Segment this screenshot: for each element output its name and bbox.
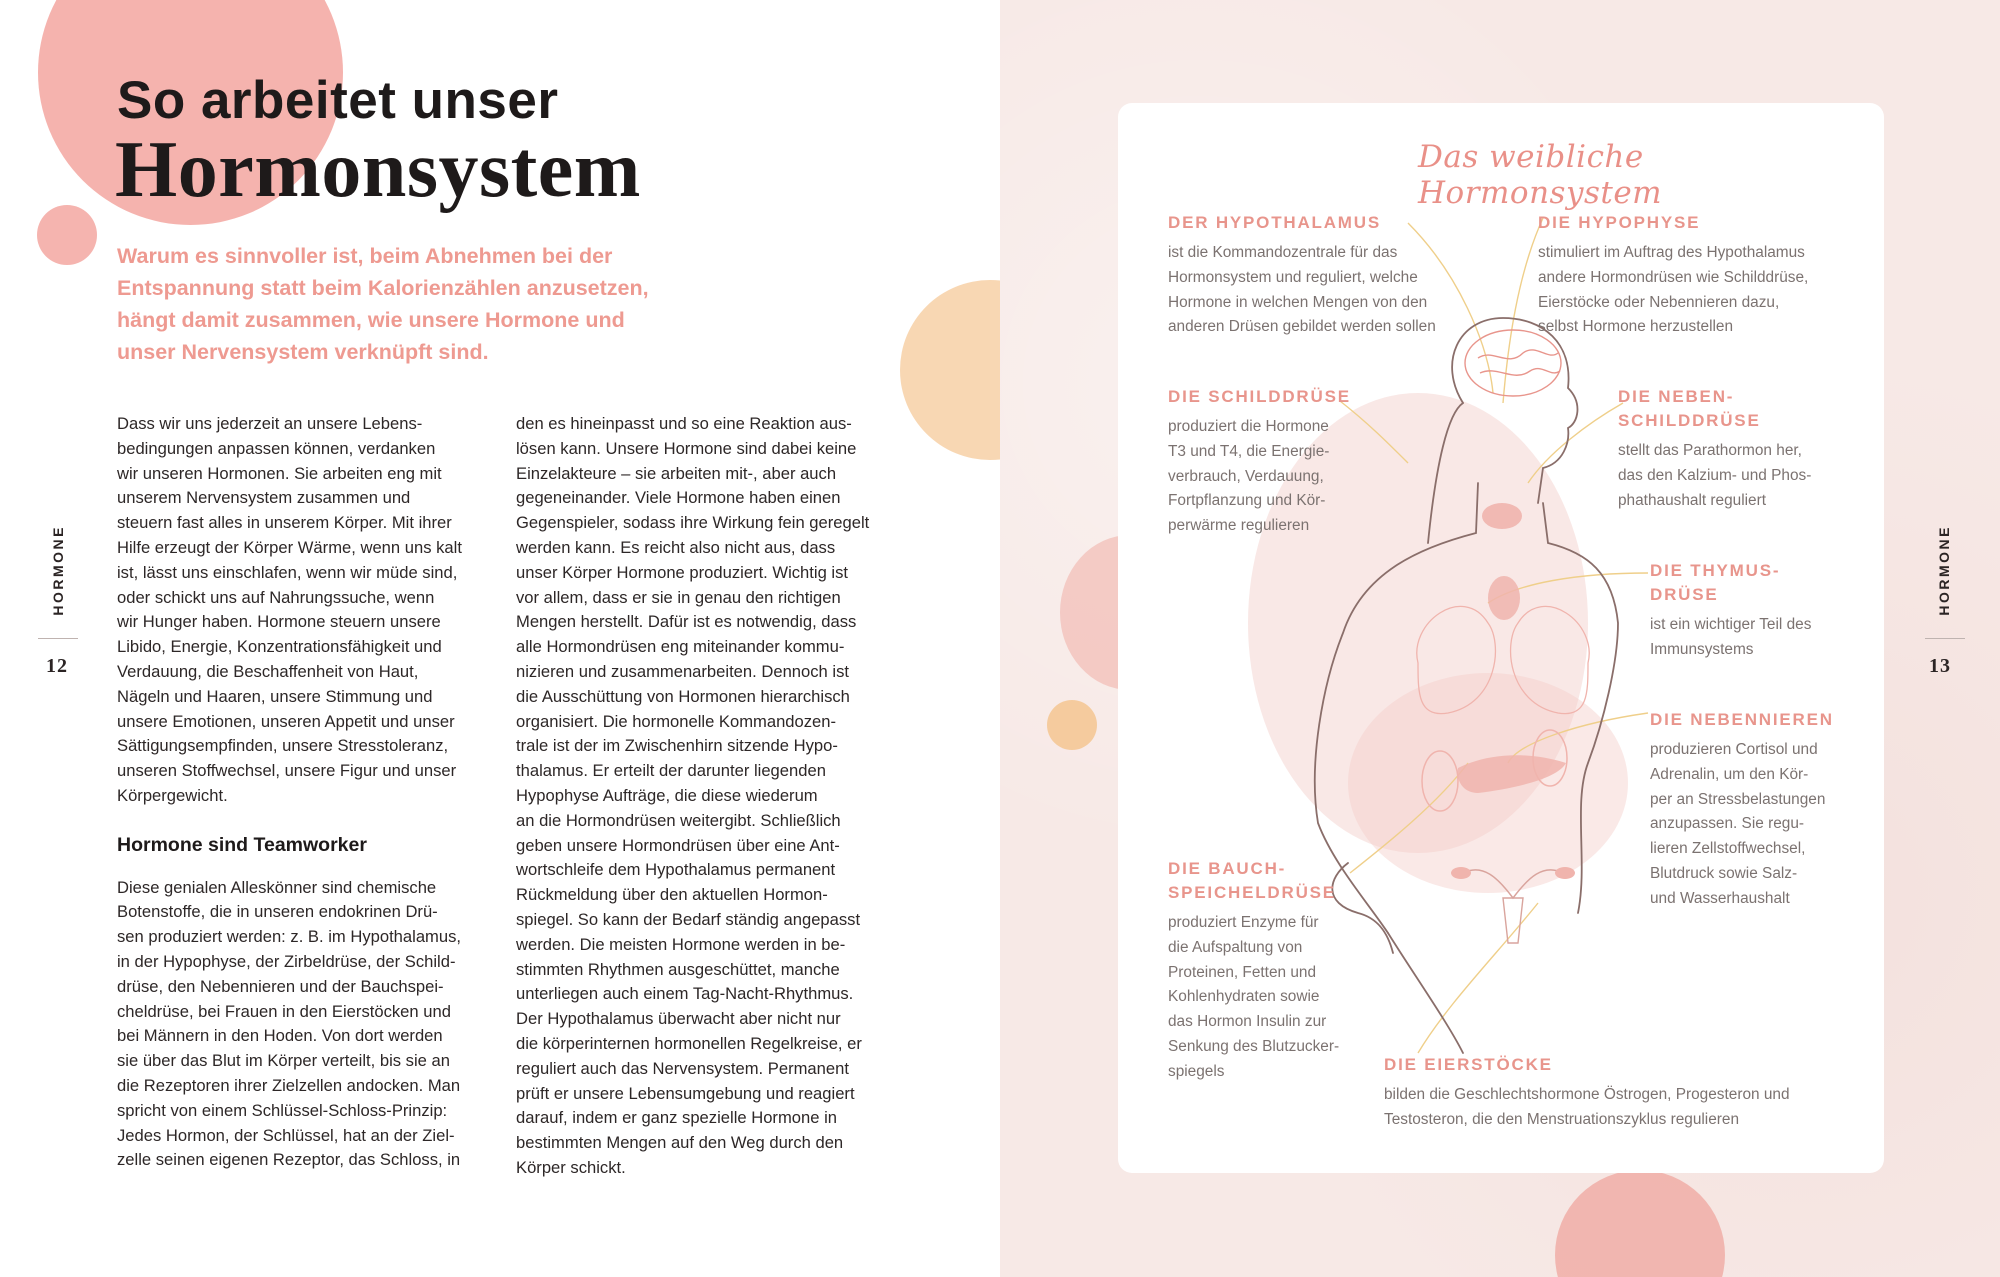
body-paragraph-3: den es hineinpasst und so eine Reaktion aus- lösen kann. Unsere Hormone sind dabei keine Einzelakteure – sie arbeiten mit-, aber auch gegeneinander. Viele Hormone haben einen Gegenspieler, sodass ihre Wirkung fein geregelt werden kann. Es reicht also nicht aus, dass unser Körper Hormone produziert. Wichtig ist vor allem, dass er sie in genau den richtigen Mengen herstellt. Dafür ist es notwendig, dass alle Hormondrüsen eng miteinander kommu- nizieren und zusammenarbeiten. Dennoch ist die Ausschüttung von Hormonen hierarchisch organisiert. Die hormonelle Kommandozen- trale ist der im Zwischenhirn sitzende Hypo- thalamus. Er erteilt der darunter liegenden Hypophyse Aufträge, die diese wiederum an die Hormondrüsen weitergibt. Schließlich geben unsere Hormondrüsen über eine Ant- wortschleife dem Hypothalamus permanent Rückmeldung über den aktuellen Hormon- spiegel. So kann der Bedarf ständig angepasst werden. Die meisten Hormone werden in be- stimmten Rhythmen ausgeschüttet, manche unterliegen auch einem Tag-Nacht-Rhythmus. Der Hypothalamus überwacht aber nicht nur die körperinternen hormonellen Regelkreise, er reguliert auch das Nervensystem. Permanent prüft er unsere Lebensumgebung und reagiert darauf, indem er ganz spezielle Hormone in bestimmten Mengen auf den Weg durch den Körper schickt. (516, 414, 870, 1177)
body-paragraph-1: Dass wir uns jederzeit an unsere Lebens- bedingungen anpassen können, verdanken wir unseren Hormonen. Sie arbeiten eng mit unserem Nervensystem zusammen und steuern fast alles in unserem Körper. Mit ihrer Hilfe erzeugt der Körper Wärme, wenn uns kalt ist, lässt uns einschlafen, wenn wir müde sind, oder schickt uns auf Nahrungssuche, wenn wir Hunger haben. Hormone steuern unsere Libido, Energie, Konzentrationsfähigkeit und Verdauung, die Beschaffenheit von Haut, Nägeln und Haaren, unsere Stimmung und unsere Emotionen, unseren Appetit und unser Sättigungsempfinden, unsere Stresstoleranz, unseren Stoffwechsel, unsere Figur und unser Körpergewicht. (117, 414, 462, 805)
decorative-peach-dot (1047, 700, 1097, 750)
thyroid-icon (1482, 503, 1522, 529)
gland-hypophyse (1538, 211, 1868, 340)
gland-eierstoecke (1384, 1053, 1864, 1133)
hormone-diagram-card (1118, 103, 1884, 1173)
subheading: Hormone sind Teamworker (117, 833, 367, 856)
gland-nebenschilddruese (1618, 385, 1858, 513)
gland-name: DIE NEBEN- SCHILDDRÜSE (1618, 387, 1761, 430)
gland-description: bilden die Geschlechtshormone Östrogen, Progesteron und Testosteron, die den Menstruationszyklus regulieren (1384, 1086, 1790, 1128)
decorative-peach-blob (900, 280, 1000, 460)
page-title-line-1: So arbeitet unser (117, 71, 559, 130)
page-number: 12 (46, 655, 68, 677)
page-title-line-2: Hormonsystem (115, 126, 641, 214)
gland-nebennieren (1650, 708, 1860, 912)
gland-name: DIE SCHILDDRÜSE (1168, 387, 1351, 406)
decorative-pink-blob-bottom (1555, 1170, 1725, 1277)
ovary-right-icon (1555, 867, 1575, 879)
gland-description: ist die Kommandozentrale für das Hormonsystem und reguliert, welche Hormone in welchen Mengen von den anderen Drüsen gebildet werden sollen (1168, 244, 1436, 336)
side-label-divider (1925, 638, 1965, 639)
decorative-small-pink-blob (37, 205, 97, 265)
gland-thymusdruese (1650, 559, 1850, 663)
thymus-icon (1488, 576, 1520, 620)
diagram-title: Das weibliche Hormonsystem (1418, 139, 1663, 211)
gland-description: produzieren Cortisol und Adrenalin, um den Kör- per an Stressbelastungen anzupassen. Sie regu- lieren Zellstoffwechsel, Blutdruck sowie Salz- und Wasserhaushalt (1650, 741, 1826, 907)
gland-name: DIE NEBENNIEREN (1650, 710, 1834, 729)
gland-description: stimuliert im Auftrag des Hypothalamus andere Hormondrüsen wie Schilddrüse, Eierstöcke oder Nebennieren dazu, selbst Hormone herzustellen (1538, 244, 1809, 336)
section-side-label: HORMONE (50, 525, 66, 616)
body-paragraph-2: Diese genialen Alleskönner sind chemische Botenstoffe, die in unseren endokrinen Drü- sen produziert werden: z. B. im Hypothalamus, in der Hypophyse, der Zirbeldrüse, der Schild- drüse, den Nebennieren und der Bauchspei- cheldrüse, bei Frauen in den Eierstöcken und bei Männern in den Hoden. Von dort werden sie über das Blut im Körper verteilt, bis sie an die Rezeptoren ihrer Zielzellen andocken. Man spricht von einem Schlüssel-Schloss-Prinzip: Jedes Hormon, der Schlüssel, hat an der Ziel- zelle seinen eigenen Rezeptor, das Schloss, in (117, 877, 462, 1170)
gland-name: DER HYPOTHALAMUS (1168, 213, 1381, 232)
gland-schilddruese (1168, 385, 1368, 539)
gland-description: produziert die Hormone T3 und T4, die Energie- verbrauch, Verdauung, Fortpflanzung und Kör- perwärme regulieren (1168, 418, 1330, 535)
cervix-icon (1503, 898, 1523, 943)
gland-hypothalamus (1168, 211, 1498, 340)
gland-description: ist ein wichtiger Teil des Immunsystems (1650, 616, 1812, 658)
body-column-1 (117, 412, 512, 1173)
gland-name: DIE THYMUS- DRÜSE (1650, 561, 1781, 604)
body-column-2 (516, 412, 911, 1181)
gland-name: DIE EIERSTÖCKE (1384, 1055, 1553, 1074)
gland-description: produziert Enzyme für die Aufspaltung von Proteinen, Fetten und Kohlenhydraten sowie das Hormon Insulin zur Senkung des Blutzucker- spiegels (1168, 914, 1340, 1080)
gland-description: stellt das Parathormon her, das den Kalzium- und Phos- phathaushalt reguliert (1618, 442, 1812, 509)
section-side-label: HORMONE (1936, 525, 1952, 616)
gland-bauchspeicheldruese (1168, 857, 1368, 1085)
ovary-left-icon (1451, 867, 1471, 879)
side-label-divider (38, 638, 78, 639)
gland-name: DIE HYPOPHYSE (1538, 213, 1701, 232)
page-number: 13 (1929, 655, 1951, 677)
gland-name: DIE BAUCH- SPEICHELDRÜSE (1168, 859, 1336, 902)
right-page (1000, 0, 2000, 1277)
lead-paragraph: Warum es sinnvoller ist, beim Abnehmen bei der Entspannung statt beim Kalorienzählen anzusetzen, hängt damit zusammen, wie unsere Hormone und unser Nervensystem verknüpft sind. (117, 244, 649, 364)
